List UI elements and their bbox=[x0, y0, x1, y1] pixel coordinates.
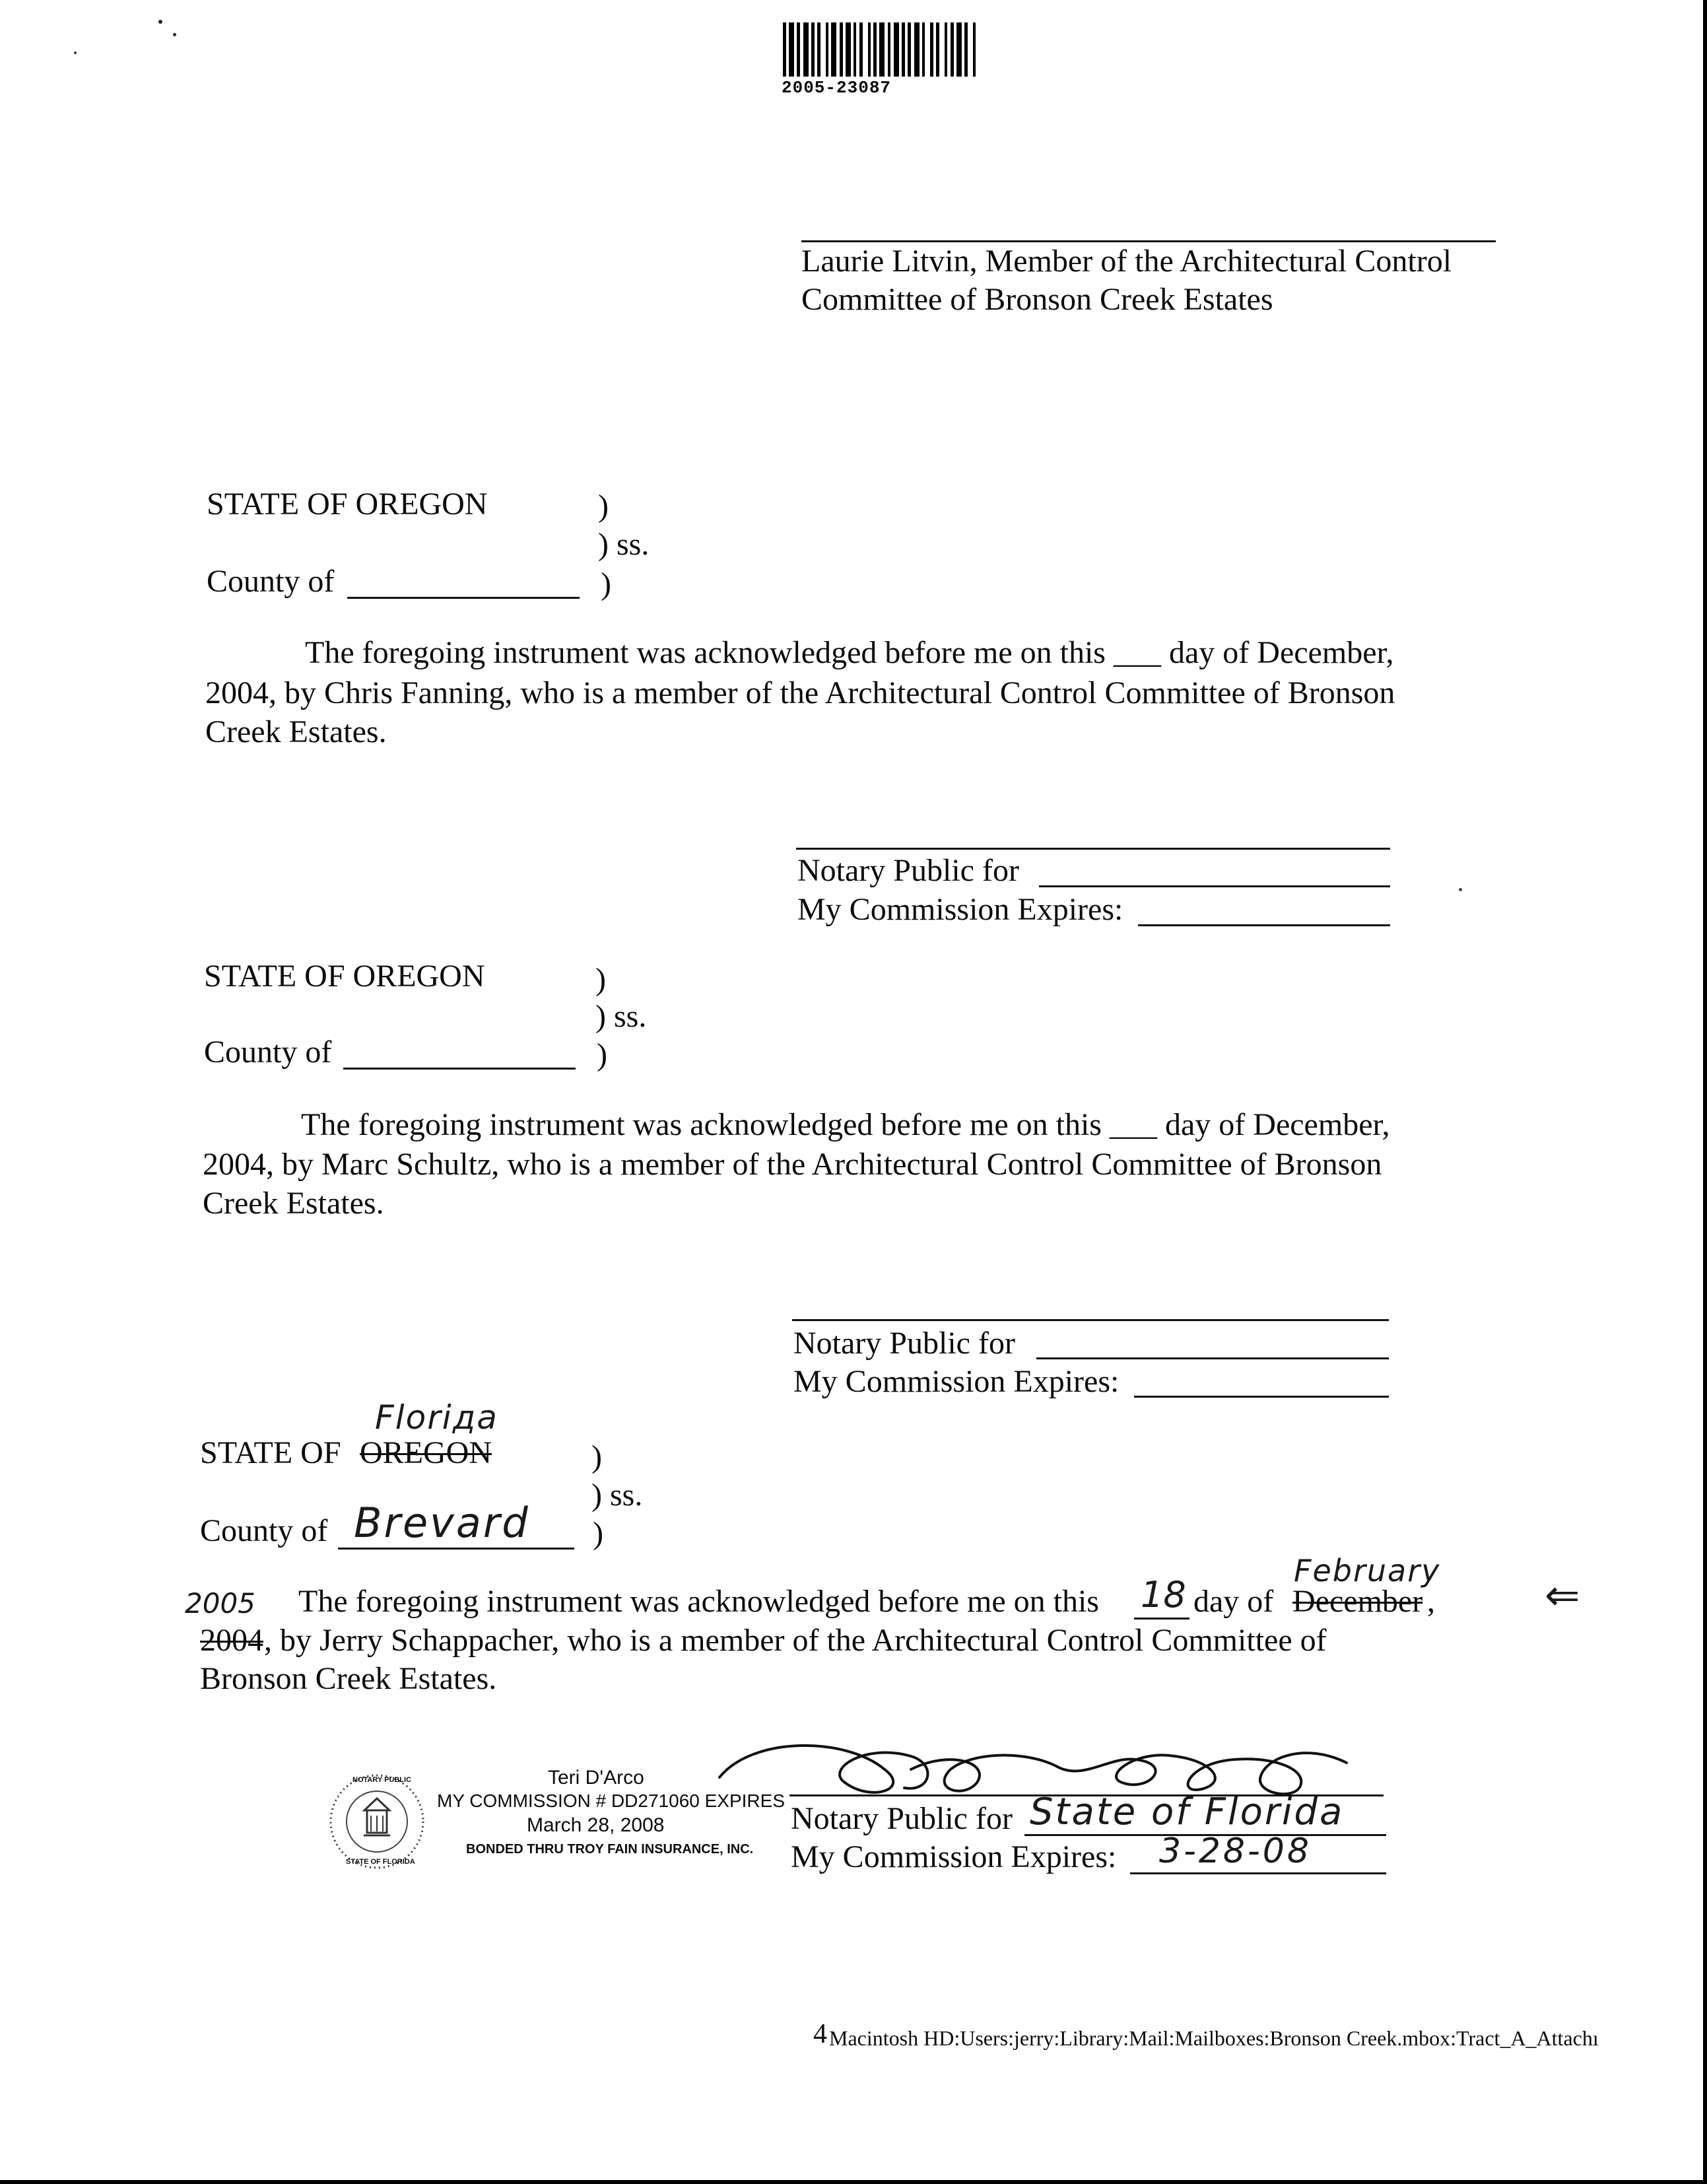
county-label: County of bbox=[207, 564, 335, 599]
handwritten-day: 18 bbox=[1141, 1574, 1186, 1616]
barcode-bar bbox=[951, 22, 954, 77]
handwritten-year: 2005 bbox=[185, 1587, 255, 1620]
barcode-bar bbox=[840, 22, 843, 77]
acknowledgment-line2: 2004, by Marc Schultz, who is a member of the Architectural Control Committee of Bronson bbox=[203, 1147, 1382, 1182]
barcode bbox=[782, 22, 1079, 77]
barcode-bar bbox=[811, 22, 815, 77]
scan-speck bbox=[74, 51, 77, 54]
barcode-bar bbox=[817, 22, 820, 77]
venue-paren: ) bbox=[598, 489, 609, 524]
venue-ss: ) ss. bbox=[595, 999, 647, 1034]
barcode-bar bbox=[908, 22, 911, 77]
commission-expires-blank bbox=[1130, 1872, 1386, 1874]
barcode-bar bbox=[956, 22, 962, 77]
stamp-notary-name: Teri D'Arco bbox=[548, 1767, 644, 1789]
barcode-bars bbox=[782, 22, 1079, 77]
venue-paren: ) bbox=[593, 1516, 603, 1551]
handwritten-month: February bbox=[1294, 1553, 1441, 1588]
struck-state-name: OREGON bbox=[360, 1435, 492, 1470]
stamp-expiration-date: March 28, 2008 bbox=[527, 1814, 665, 1836]
barcode-bar bbox=[930, 22, 933, 77]
stamp-bond-text: BONDED THRU TROY FAIN INSURANCE, INC. bbox=[466, 1842, 754, 1857]
commission-expires-blank bbox=[1138, 924, 1390, 926]
acknowledgment-line3: Creek Estates. bbox=[203, 1186, 384, 1221]
barcode-bar bbox=[868, 22, 871, 77]
commission-expires-label: My Commission Expires: bbox=[791, 1839, 1117, 1874]
day-blank bbox=[1134, 1618, 1189, 1620]
barcode-bar bbox=[879, 22, 885, 77]
scan-speck bbox=[173, 33, 176, 36]
barcode-bar bbox=[797, 22, 800, 77]
acknowledgment-line1-start: The foregoing instrument was acknowledged before me on this bbox=[298, 1584, 1099, 1619]
notary-public-label: Notary Public for bbox=[797, 853, 1019, 888]
notary-state-blank bbox=[1039, 885, 1390, 887]
commission-expires-blank bbox=[1134, 1396, 1389, 1398]
barcode-bar bbox=[846, 22, 851, 77]
signer-title-line1: Laurie Litvin, Member of the Architectural Control bbox=[801, 244, 1452, 279]
commission-expires-label: My Commission Expires: bbox=[793, 1364, 1120, 1399]
acknowledgment-line2: , by Jerry Schappacher, who is a member of the Architectural Control Committee of bbox=[264, 1623, 1327, 1658]
struck-year: 2004 bbox=[200, 1623, 263, 1658]
county-blank bbox=[338, 1548, 574, 1550]
notary-seal bbox=[327, 1772, 426, 1871]
state-heading: STATE OF OREGON bbox=[204, 959, 485, 994]
venue-paren: ) bbox=[597, 1037, 607, 1072]
acknowledgment-line1: The foregoing instrument was acknowledged before me on this ___ day of December, bbox=[301, 1107, 1390, 1142]
barcode-bar bbox=[859, 22, 863, 77]
barcode-bar bbox=[873, 22, 877, 77]
venue-paren: ) bbox=[591, 1439, 602, 1474]
venue-paren: ) bbox=[601, 566, 611, 601]
file-path-footer: Macintosh HD:Users:jerry:Library:Mail:Mailboxes:Bronson Creek.mbox:Tract_A_Attachı bbox=[829, 2026, 1599, 2050]
acknowledgment-line3: Creek Estates. bbox=[205, 714, 387, 749]
venue-ss: ) ss. bbox=[591, 1478, 643, 1513]
signer-title-line2: Committee of Bronson Creek Estates bbox=[801, 282, 1273, 317]
barcode-bar bbox=[826, 22, 828, 77]
recording-number: 2005-23087 bbox=[782, 78, 892, 98]
scan-speck bbox=[158, 20, 162, 24]
comma: , bbox=[1427, 1584, 1435, 1619]
handwritten-expiration: 3-28-08 bbox=[1159, 1831, 1312, 1871]
barcode-bar bbox=[894, 22, 899, 77]
barcode-bar bbox=[973, 22, 976, 77]
acknowledgment-line3: Bronson Creek Estates. bbox=[200, 1661, 497, 1696]
notary-public-label: Notary Public for bbox=[791, 1801, 1013, 1836]
barcode-bar bbox=[831, 22, 836, 77]
county-blank bbox=[347, 597, 580, 599]
barcode-bar bbox=[902, 22, 905, 77]
commission-expires-label: My Commission Expires: bbox=[797, 892, 1123, 927]
venue-ss: ) ss. bbox=[598, 527, 650, 562]
notary-public-label: Notary Public for bbox=[793, 1326, 1015, 1361]
barcode-bar bbox=[854, 22, 856, 77]
page-number: 4 bbox=[813, 2019, 827, 2049]
seal-top-text: NOTARY PUBLIC bbox=[352, 1776, 412, 1784]
barcode-bar bbox=[936, 22, 939, 77]
acknowledgment-line1: The foregoing instrument was acknowledged before me on this ___ day of December, bbox=[305, 635, 1394, 670]
seal-bottom-text: STATE OF FLORIDA bbox=[346, 1858, 415, 1866]
acknowledgment-line2: 2004, by Chris Fanning, who is a member of the Architectural Control Committee of Bronson bbox=[205, 675, 1395, 710]
barcode-bar bbox=[945, 22, 947, 77]
notary-signature-line bbox=[792, 1319, 1389, 1321]
barcode-bar bbox=[803, 22, 809, 77]
county-label: County of bbox=[204, 1035, 332, 1070]
barcode-bar bbox=[964, 22, 968, 77]
barcode-bar bbox=[922, 22, 925, 77]
barcode-bar bbox=[783, 22, 786, 77]
notary-state-blank bbox=[1036, 1357, 1389, 1359]
notary-seal-graphic bbox=[327, 1772, 426, 1871]
handwritten-notary-state: State of Florida bbox=[1030, 1791, 1345, 1833]
margin-arrow: ⇐ bbox=[1545, 1571, 1580, 1620]
venue-paren: ) bbox=[595, 962, 606, 997]
barcode-bar bbox=[888, 22, 890, 77]
barcode-bar bbox=[789, 22, 794, 77]
acknowledgment-line1-mid: day of bbox=[1193, 1584, 1274, 1619]
state-heading: STATE OF OREGON bbox=[207, 487, 488, 522]
county-blank bbox=[343, 1068, 576, 1070]
notary-signature-line bbox=[796, 848, 1390, 850]
stamp-commission-number: MY COMMISSION # DD271060 EXPIRES bbox=[437, 1791, 785, 1811]
county-label: County of bbox=[200, 1513, 328, 1548]
state-heading-prefix: STATE OF bbox=[200, 1435, 341, 1470]
barcode-bar bbox=[914, 22, 920, 77]
struck-month: December bbox=[1292, 1584, 1423, 1619]
handwritten-state: Floriда bbox=[375, 1398, 498, 1437]
handwritten-county: Brevard bbox=[354, 1499, 530, 1547]
scan-speck bbox=[1459, 888, 1462, 891]
